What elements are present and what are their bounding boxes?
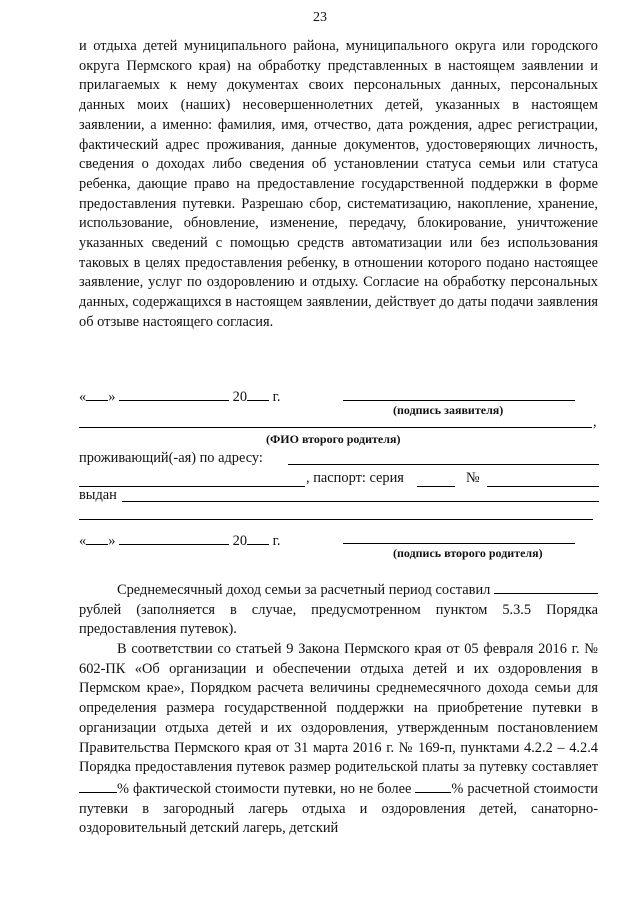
passport-series-field[interactable] [417,486,455,487]
second-parent-signature-line[interactable] [343,543,575,544]
year-prefix: 20 [232,389,248,405]
legal-part-3: % расчетной стоимости путевки в загородный лагерь отдыха и оздоровления детей, санаторно-оздоровительный детский лагерь, детский [79,780,599,837]
fee-percent-field[interactable] [79,778,117,793]
date-close-quote: » [108,389,116,405]
year-suffix: г. [272,533,281,549]
day-field[interactable] [86,386,108,401]
trailing-comma: , [593,414,597,430]
income-paragraph [79,579,598,640]
max-percent-field[interactable] [415,778,451,793]
income-rest: рублей (заполняется в случае, предусмотренном пунктом 5.3.5 Порядка предоставления путевок). [79,601,598,638]
year-prefix: 20 [232,533,248,549]
passport-number-field[interactable] [487,486,599,487]
applicant-signature-caption: (подпись заявителя) [393,403,504,417]
second-parent-signature-caption: (подпись второго родителя) [393,546,543,560]
date-open-quote: « [79,389,87,405]
year-field[interactable] [247,386,269,401]
income-lead: Среднемесячный доход семьи за расчетный период составил [117,582,491,598]
date-open-quote: « [79,533,87,549]
legal-paragraph [79,640,598,839]
consent-paragraph: и отдыха детей муниципального района, муниципального округа или городского округа Пермского края) на обработку представленных в настоящем заявлении и прилагаемых к нему документах своих персональных данных, персональных данных моих (наших) несовершеннолетних детей, указанных в настоящем заявлении, а именно: фамилия, имя, отчество, дата рождения, адрес регистрации, фактический адрес проживания, данные документов, удостоверяющих личность, сведения о доходах либо сведения об установлении статуса семьи или статуса ребенка, дающие право на предоставление государственной поддержки в форме предоставления путевки. Разрешаю сбор, систематизацию, накопление, хранение, использование, обновление, изменение, передачу, блокирование, уничтожение указанных сведений с помощью средств автоматизации или без использования таковых в целях предоставления ребенку, в отношении которого подано настоящее заявление, услуг по оздоровлению и отдыху. Согласие на обработку персональных данных, содержащихся в настоящем заявлении, действует до даты подачи заявления об отзыве настоящего согласия. [79,38,598,330]
issued-by-line-2[interactable] [79,519,593,520]
page-number: 23 [313,10,327,25]
passport-label: , паспорт: серия [306,470,404,486]
legal-part-1: В соответствии со статьей 9 Закона Пермского края от 05 февраля 2016 г. № 602-ПК «Об организации и обеспечении отдыха детей и их оздоровления в Пермском крае», Порядком расчета величины среднемесячного дохода семьи для определения размера государственной поддержки на приобретение путевки в организации отдыха детей и их оздоровления, утвержденным постановлением Правительства Пермского края от 31 марта 2016 г. № 169-п, пунктами 4.2.2 – 4.2.4 Порядка предоставления путевок размер родительской платы за путевку составляет [79,641,598,776]
year-field[interactable] [247,530,269,545]
issued-by-line[interactable] [122,501,599,502]
date-close-quote: » [108,533,116,549]
date-row-applicant [79,386,281,406]
number-sign: № [466,470,480,486]
residing-label: проживающий(-ая) по адресу: [79,450,263,466]
second-parent-name-caption: (ФИО второго родителя) [266,432,401,446]
month-field[interactable] [119,530,229,545]
day-field[interactable] [86,530,108,545]
address-line-1[interactable] [288,464,599,465]
legal-part-2: % фактической стоимости путевки, но не более [117,780,412,797]
applicant-signature-line[interactable] [343,400,575,401]
date-row-second-parent [79,530,281,550]
year-suffix: г. [272,389,281,405]
second-parent-name-line[interactable] [79,427,592,428]
month-field[interactable] [119,386,229,401]
income-amount-field[interactable] [494,579,598,594]
issued-label: выдан [79,487,117,503]
